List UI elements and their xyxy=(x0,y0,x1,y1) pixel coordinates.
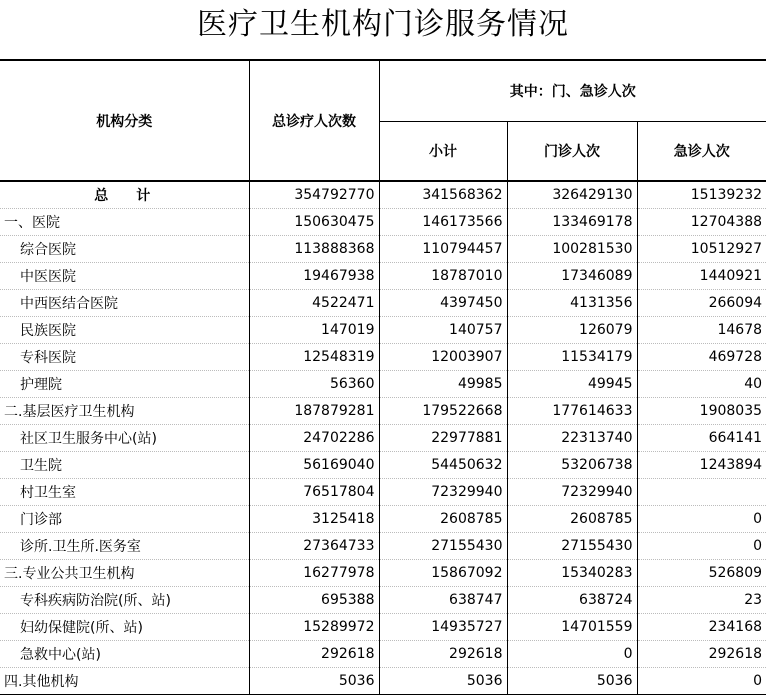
row-subtotal-cell: 179522668 xyxy=(379,397,507,424)
table-row xyxy=(0,343,766,370)
row-emergency-cell: 0 xyxy=(637,505,766,532)
row-outpatient-cell: 11534179 xyxy=(507,343,637,370)
row-emergency-cell xyxy=(637,478,766,505)
row-emergency-cell: 0 xyxy=(637,532,766,559)
table-row xyxy=(0,208,766,235)
row-emergency-cell: 664141 xyxy=(637,424,766,451)
row-subtotal-cell: 18787010 xyxy=(379,262,507,289)
row-subtotal-cell: 12003907 xyxy=(379,343,507,370)
row-emergency-cell: 12704388 xyxy=(637,208,766,235)
table-row xyxy=(0,505,766,532)
row-category-cell: 四.其他机构 xyxy=(0,667,249,694)
row-emergency-cell: 40 xyxy=(637,370,766,397)
table-row xyxy=(0,262,766,289)
row-total-cell: 187879281 xyxy=(249,397,379,424)
row-outpatient-cell: 2608785 xyxy=(507,505,637,532)
header-outpatient: 门诊人次 xyxy=(507,122,637,182)
outpatient-service-table xyxy=(0,59,766,695)
row-subtotal-cell: 15867092 xyxy=(379,559,507,586)
row-category-cell: 民族医院 xyxy=(0,316,249,343)
row-total-cell: 16277978 xyxy=(249,559,379,586)
row-subtotal-cell: 292618 xyxy=(379,640,507,667)
row-outpatient-cell: 0 xyxy=(507,640,637,667)
table-row xyxy=(0,316,766,343)
row-outpatient-cell: 14701559 xyxy=(507,613,637,640)
row-subtotal-cell: 146173566 xyxy=(379,208,507,235)
row-total-cell: 56169040 xyxy=(249,451,379,478)
row-outpatient-cell: 4131356 xyxy=(507,289,637,316)
row-category-cell: 专科疾病防治院(所、站) xyxy=(0,586,249,613)
row-emergency-cell: 10512927 xyxy=(637,235,766,262)
table-body xyxy=(0,181,766,694)
row-total-cell: 12548319 xyxy=(249,343,379,370)
table-row xyxy=(0,397,766,424)
header-emergency: 急诊人次 xyxy=(673,144,730,160)
row-outpatient-cell: 22313740 xyxy=(507,424,637,451)
row-emergency-cell: 0 xyxy=(637,667,766,694)
row-outpatient-cell: 72329940 xyxy=(507,478,637,505)
table-row xyxy=(0,640,766,667)
row-total-cell: 3125418 xyxy=(249,505,379,532)
row-category-cell: 门诊部 xyxy=(0,505,249,532)
row-category-cell: 急救中心(站) xyxy=(0,640,249,667)
row-outpatient-cell: 638724 xyxy=(507,586,637,613)
row-total-cell: 76517804 xyxy=(249,478,379,505)
row-category-cell: 专科医院 xyxy=(0,343,249,370)
row-emergency-cell: 266094 xyxy=(637,289,766,316)
row-subtotal-cell: 638747 xyxy=(379,586,507,613)
row-subtotal-cell: 110794457 xyxy=(379,235,507,262)
header-group-outpatient-emergency: 其中：门、急诊人次 xyxy=(379,60,766,122)
row-total-cell: 56360 xyxy=(249,370,379,397)
row-outpatient-cell: 126079 xyxy=(507,316,637,343)
table-row xyxy=(0,451,766,478)
row-category-cell: 妇幼保健院(所、站) xyxy=(0,613,249,640)
row-total-cell: 27364733 xyxy=(249,532,379,559)
row-emergency-cell: 1908035 xyxy=(637,397,766,424)
row-category-cell: 总计 xyxy=(0,181,249,208)
table-row xyxy=(0,181,766,208)
header-total-visits: 总诊疗人次数 xyxy=(249,60,379,181)
table-row xyxy=(0,559,766,586)
row-total-cell: 24702286 xyxy=(249,424,379,451)
row-emergency-cell: 23 xyxy=(637,586,766,613)
table-row xyxy=(0,667,766,694)
row-emergency-cell: 234168 xyxy=(637,613,766,640)
row-category-cell: 综合医院 xyxy=(0,235,249,262)
row-outpatient-cell: 5036 xyxy=(507,667,637,694)
row-subtotal-cell: 5036 xyxy=(379,667,507,694)
row-emergency-cell: 292618 xyxy=(637,640,766,667)
row-category-cell: 护理院 xyxy=(0,370,249,397)
row-total-cell: 695388 xyxy=(249,586,379,613)
row-total-cell: 113888368 xyxy=(249,235,379,262)
row-emergency-cell: 526809 xyxy=(637,559,766,586)
row-total-cell: 19467938 xyxy=(249,262,379,289)
row-outpatient-cell: 27155430 xyxy=(507,532,637,559)
row-category-cell: 一、医院 xyxy=(0,208,249,235)
row-category-cell: 村卫生室 xyxy=(0,478,249,505)
row-outpatient-cell: 326429130 xyxy=(507,181,637,208)
row-emergency-cell: 14678 xyxy=(637,316,766,343)
table-row xyxy=(0,532,766,559)
row-category-cell: 二.基层医疗卫生机构 xyxy=(0,397,249,424)
row-outpatient-cell: 100281530 xyxy=(507,235,637,262)
row-subtotal-cell: 4397450 xyxy=(379,289,507,316)
row-category-cell: 卫生院 xyxy=(0,451,249,478)
row-outpatient-cell: 177614633 xyxy=(507,397,637,424)
row-outpatient-cell: 133469178 xyxy=(507,208,637,235)
table-row xyxy=(0,586,766,613)
row-total-cell: 5036 xyxy=(249,667,379,694)
row-subtotal-cell: 2608785 xyxy=(379,505,507,532)
row-category-cell: 三.专业公共卫生机构 xyxy=(0,559,249,586)
row-outpatient-cell: 17346089 xyxy=(507,262,637,289)
header-category: 机构分类 xyxy=(0,60,249,181)
row-subtotal-cell: 341568362 xyxy=(379,181,507,208)
row-subtotal-cell: 27155430 xyxy=(379,532,507,559)
table-row xyxy=(0,613,766,640)
row-subtotal-cell: 72329940 xyxy=(379,478,507,505)
row-total-cell: 4522471 xyxy=(249,289,379,316)
page-title: 医疗卫生机构门诊服务情况 xyxy=(197,7,569,42)
row-emergency-cell: 15139232 xyxy=(637,181,766,208)
table-row xyxy=(0,478,766,505)
row-emergency-cell: 469728 xyxy=(637,343,766,370)
row-outpatient-cell: 15340283 xyxy=(507,559,637,586)
header-subtotal: 小计 xyxy=(379,122,507,182)
row-total-cell: 292618 xyxy=(249,640,379,667)
row-emergency-cell: 1243894 xyxy=(637,451,766,478)
row-subtotal-cell: 49985 xyxy=(379,370,507,397)
row-category-cell: 诊所.卫生所.医务室 xyxy=(0,532,249,559)
row-subtotal-cell: 14935727 xyxy=(379,613,507,640)
table-row xyxy=(0,289,766,316)
row-subtotal-cell: 22977881 xyxy=(379,424,507,451)
table-header xyxy=(0,60,766,181)
row-total-cell: 354792770 xyxy=(249,181,379,208)
table-row xyxy=(0,235,766,262)
row-category-cell: 中西医结合医院 xyxy=(0,289,249,316)
row-total-cell: 147019 xyxy=(249,316,379,343)
row-category-cell: 中医医院 xyxy=(0,262,249,289)
row-outpatient-cell: 49945 xyxy=(507,370,637,397)
row-subtotal-cell: 54450632 xyxy=(379,451,507,478)
table-row xyxy=(0,370,766,397)
row-emergency-cell: 1440921 xyxy=(637,262,766,289)
row-total-cell: 15289972 xyxy=(249,613,379,640)
table-row xyxy=(0,424,766,451)
row-outpatient-cell: 53206738 xyxy=(507,451,637,478)
row-total-cell: 150630475 xyxy=(249,208,379,235)
row-subtotal-cell: 140757 xyxy=(379,316,507,343)
row-category-cell: 社区卫生服务中心(站) xyxy=(0,424,249,451)
